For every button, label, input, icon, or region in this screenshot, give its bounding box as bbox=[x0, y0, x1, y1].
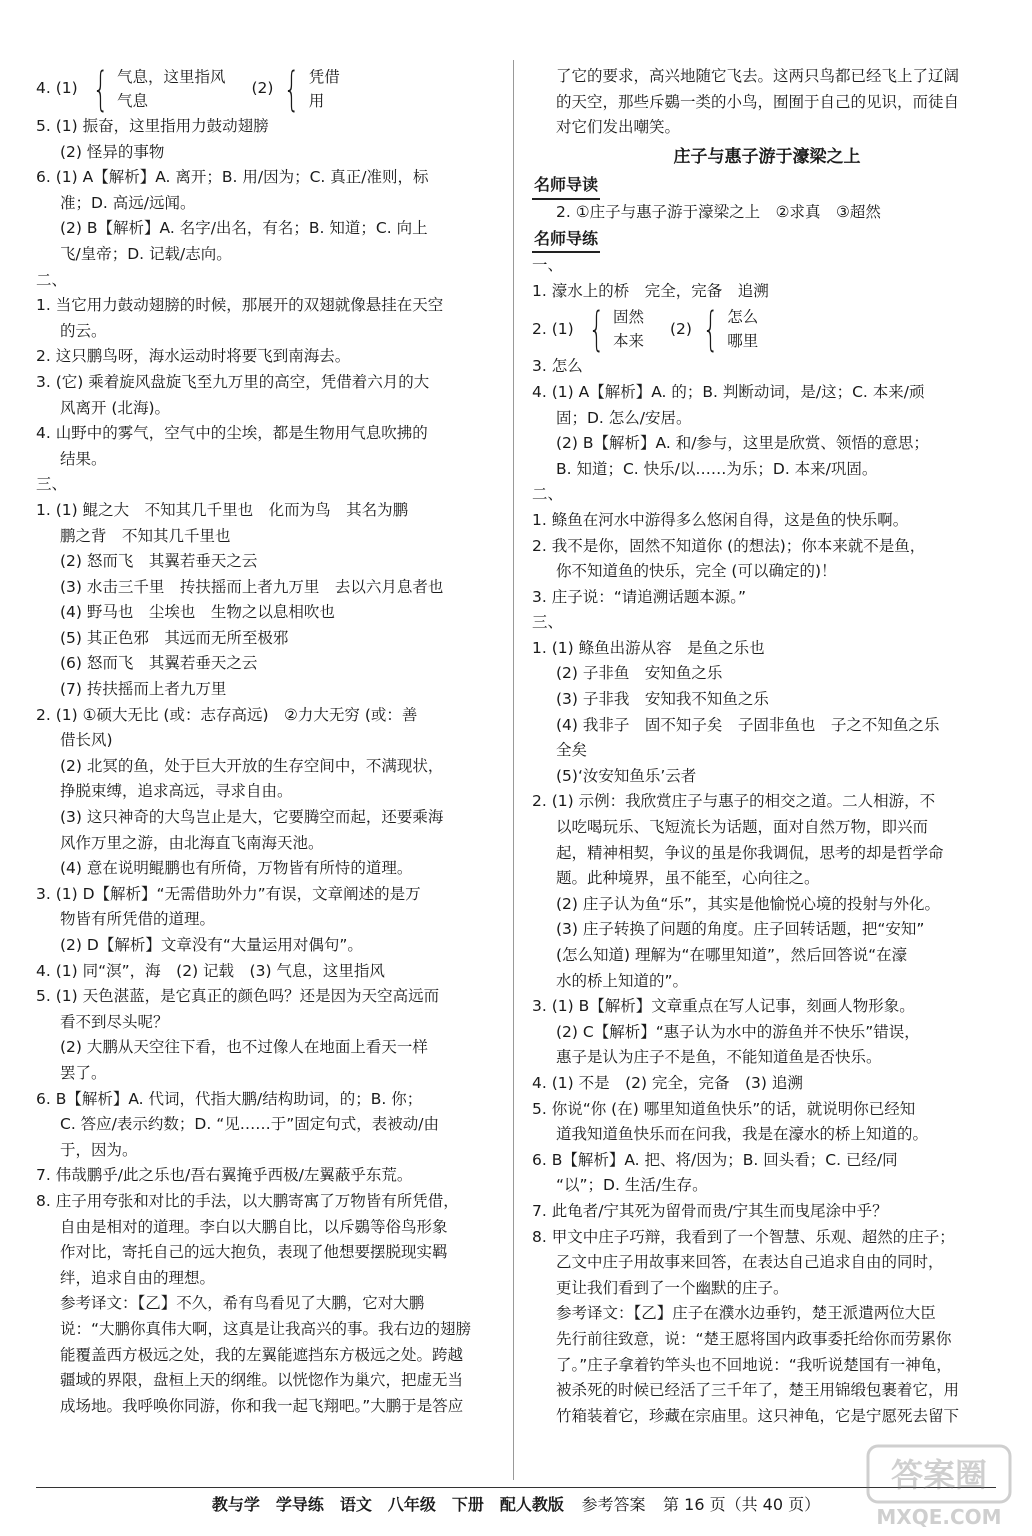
right-answer-lines bbox=[532, 354, 1002, 1429]
answer-line: 鹏之背 不知其几千里也 bbox=[60, 526, 231, 545]
q4-answer-1a: 气息，这里指风 bbox=[116, 68, 226, 86]
answer-line: 6. B【解析】A. 把、将/因为；B. 回头看；C. 已经/同 bbox=[532, 1150, 898, 1169]
answer-line: (2) 怒而飞 其翼若垂天之云 bbox=[60, 552, 258, 571]
answer-line: 4. 山野中的雾气，空气中的尘埃，都是生物用气息吹拂的 bbox=[36, 424, 428, 443]
left-column bbox=[36, 64, 506, 1419]
answer-line: 全矣 bbox=[556, 741, 588, 760]
answer-line: (5)‘汝安知鱼乐’云者 bbox=[556, 766, 697, 785]
column-divider bbox=[513, 60, 514, 1480]
answer-line: 固；D. 怎么/安居。 bbox=[556, 408, 692, 427]
answer-line: (2) 子非鱼 安知鱼之乐 bbox=[556, 664, 723, 683]
answer-line: 8. 甲文中庄子巧辩，我看到了一个智慧、乐观、超然的庄子； bbox=[532, 1227, 955, 1246]
answer-line: (3) 水击三千里 抟扶摇而上者九万里 去以六月息者也 bbox=[60, 577, 444, 596]
answer-line: (3) 庄子转换了问题的角度。庄子回转话题，把“安知” bbox=[556, 920, 925, 939]
answer-line: 3. (1) B【解析】文章重点在写人记事，刻画人物形象。 bbox=[532, 997, 915, 1016]
answer-line: (4) 野马也 尘埃也 生物之以息相吹也 bbox=[60, 603, 335, 622]
brace-icon: { bbox=[702, 302, 719, 357]
left-answer-lines bbox=[36, 114, 506, 1419]
answer-line: 绊，追求自由的理想。 bbox=[60, 1268, 216, 1287]
answer-line: 疆域的界限，盘桓上天的纲维。以恍惚作为巢穴，把虚无当 bbox=[60, 1371, 464, 1390]
q4-answer-1b: 气息 bbox=[116, 92, 148, 110]
q2-answer-2b: 哪里 bbox=[727, 332, 759, 351]
answer-line: 说：“大鹏你真伟大啊，这真是让我高兴的事。我右边的翅膀 bbox=[60, 1319, 472, 1338]
answer-line: 1. (1) 鲲之大 不知其几千里也 化而为鸟 其名为鹏 bbox=[36, 500, 409, 519]
label-reading: 名师导读 bbox=[532, 172, 600, 200]
q2-lead: 2. (1) bbox=[532, 319, 574, 338]
q2-stack-2 bbox=[727, 305, 758, 353]
answer-line: 对它们发出嘲笑。 bbox=[556, 118, 681, 137]
answer-line: 4. (1) A【解析】A. 的；B. 判断动词，是/这；C. 本来/顽 bbox=[532, 382, 925, 401]
answer-line: 6. (1) A【解析】A. 离开；B. 用/因为；C. 真正/准则，标 bbox=[36, 168, 429, 187]
answer-line: (2) B【解析】A. 和/参与，这里是欣赏、领悟的意思； bbox=[556, 434, 929, 453]
answer-line: 结果。 bbox=[60, 449, 107, 468]
q2-stack-1 bbox=[613, 305, 644, 353]
answer-line: 能覆盖西方极远之处，我的左翼能遮挡东方极远之处。跨越 bbox=[60, 1345, 464, 1364]
answer-line: 5. (1) 振奋，这里指用力鼓动翅膀 bbox=[36, 117, 269, 135]
q4-stack-1 bbox=[117, 65, 226, 113]
answer-line: B. 知道；C. 快乐/以……为乐；D. 本来/巩固。 bbox=[556, 459, 878, 478]
answer-line: 飞/皇帝；D. 记载/志向。 bbox=[60, 244, 232, 263]
answer-line: (2) B【解析】A. 名字/出名，有名；B. 知道；C. 向上 bbox=[60, 219, 428, 238]
answer-line: 乙文中庄子用故事来回答，在表达自己追求自由的同时， bbox=[556, 1253, 944, 1272]
answer-line: 你不知道鱼的快乐，完全 (可以确定的)！ bbox=[556, 562, 837, 581]
answer-line: 准；D. 高远/远闻。 bbox=[60, 193, 196, 212]
answer-line: 先行前往致意，说：“楚王愿将国内政事委托给你而劳累你 bbox=[556, 1329, 952, 1348]
answer-line: (4) 我非子 固不知子矣 子固非鱼也 子之不知鱼之乐 bbox=[556, 715, 940, 734]
answer-line: (2) C【解析】“惠子认为水中的游鱼并不快乐”错误， bbox=[556, 1022, 920, 1041]
q4-answer-2b: 用 bbox=[308, 92, 325, 110]
answer-line: 更让我们看到了一个幽默的庄子。 bbox=[556, 1278, 789, 1297]
answer-line: (3) 子非我 安知我不知鱼之乐 bbox=[556, 690, 769, 709]
answer-line: 4. (1) 不是 (2) 完全，完备 (3) 追溯 bbox=[532, 1073, 803, 1092]
answer-line: 以吃喝玩乐、飞短流长为话题，面对自然万物，即兴而 bbox=[556, 818, 929, 837]
answer-line: 被杀死的时候已经活了三千年了，楚王用锦缎包裹着它，用 bbox=[556, 1381, 960, 1400]
answer-line: 罢了。 bbox=[60, 1063, 107, 1082]
reading-answer: 2. ①庄子与惠子游于濠梁之上 ②求真 ③超然 bbox=[556, 202, 881, 221]
brace-icon: { bbox=[284, 62, 301, 116]
answer-line: 看不到尽头呢？ bbox=[60, 1012, 169, 1031]
footer-page-number: 第 16 页（共 40 页） bbox=[663, 1495, 821, 1514]
answer-line: 3. 怎么 bbox=[532, 357, 583, 376]
page-footer bbox=[36, 1487, 996, 1522]
answer-line: (3) 这只神奇的大鸟岂止是大，它要腾空而起，还要乘海 bbox=[60, 808, 444, 827]
answer-line: 的天空，那些斥鷃一类的小鸟，囿囿于自己的见识，而徒自 bbox=[556, 92, 960, 111]
answer-line: 起，精神相契，争议的虽是你我调侃，思考的却是哲学命 bbox=[556, 843, 944, 862]
answer-line: 8. 庄子用夸张和对比的手法，以大鹏寄寓了万物皆有所凭借， bbox=[36, 1191, 459, 1210]
answer-line: 5. 你说“你 (在) 哪里知道鱼快乐”的话，就说明你已经知 bbox=[532, 1099, 916, 1118]
answer-line: 惠子是认为庄子不是鱼，不能知道鱼是否快乐。 bbox=[556, 1048, 882, 1067]
answer-line: (5) 其正色邪 其远而无所至极邪 bbox=[60, 628, 289, 647]
answer-line: 3. (它) 乘着旋风盘旋飞至九万里的高空，凭借着六月的大 bbox=[36, 372, 430, 391]
answer-line: “以”；D. 生活/生存。 bbox=[556, 1176, 708, 1195]
practice-part1 bbox=[532, 253, 1002, 304]
q2-answer-2a: 怎么 bbox=[727, 308, 759, 327]
label-practice: 名师导练 bbox=[532, 226, 600, 254]
answer-line: 1. 濠水上的桥 完全，完备 追溯 bbox=[532, 281, 769, 300]
q4-lead: 4. (1) bbox=[36, 79, 78, 98]
watermark-logo-icon bbox=[864, 1440, 1014, 1532]
watermark-top-text: 答案圈 bbox=[890, 1456, 988, 1494]
brace-icon: { bbox=[92, 62, 109, 116]
answer-line: 了。”庄子拿着钓竿头也不回地说：“我听说楚国有一神龟， bbox=[556, 1355, 952, 1374]
answer-line: 2. 这只鹏鸟呀，海水运动时将要飞到南海去。 bbox=[36, 347, 351, 366]
q2-answer-1b: 本来 bbox=[612, 332, 644, 351]
answer-line: 竹箱装着它，珍藏在宗庙里。这只神龟，它是宁愿死去留下 bbox=[556, 1406, 960, 1425]
watermark-bottom-text: MXQE.COM bbox=[876, 1505, 1002, 1529]
answer-line: (2) 大鹏从天空往下看，也不过像人在地面上看天一样 bbox=[60, 1038, 428, 1057]
answer-line: 三、 bbox=[532, 613, 564, 632]
right-column bbox=[532, 64, 1002, 1429]
footer-title: 教与学 学导练 语文 八年级 下册 配人教版 bbox=[211, 1495, 564, 1514]
right-q2-braces bbox=[532, 302, 1002, 357]
answer-line: 参考译文：【乙】庄子在濮水边垂钓，楚王派遣两位大臣 bbox=[556, 1304, 936, 1323]
answer-line: 7. 此龟者/宁其死为留骨而贵/宁其生而曳尾涂中乎？ bbox=[532, 1201, 888, 1220]
answer-line: (2) 庄子认为鱼“乐”，其实是他愉悦心境的投射与外化。 bbox=[556, 894, 940, 913]
right-continued-translation bbox=[532, 64, 1002, 141]
answer-line: (2) 北冥的鱼，处于巨大开放的生存空间中，不满现状， bbox=[60, 756, 444, 775]
answer-line: 3. 庄子说：“请追溯话题本源。” bbox=[532, 587, 747, 606]
answer-line: 3. (1) D【解析】“无需借助外力”有误，文章阐述的是万 bbox=[36, 884, 421, 903]
answer-line: 1. 鲦鱼在河水中游得多么悠闲自得，这是鱼的快乐啊。 bbox=[532, 510, 909, 529]
q4-mid: (2) bbox=[251, 79, 274, 98]
answer-line: 了它的要求，高兴地随它飞去。这两只鸟都已经飞上了辽阔 bbox=[556, 67, 960, 85]
answer-line: 借长风) bbox=[60, 731, 113, 750]
q2-mid: (2) bbox=[669, 319, 692, 338]
answer-line: 4. (1) 同“溟”，海 (2) 记载 (3) 气息，这里指风 bbox=[36, 961, 385, 980]
answer-line: (怎么知道) 理解为“在哪里知道”，然后回答说“在濠 bbox=[556, 946, 908, 964]
answer-line: 7. 伟哉鹏乎/此之乐也/吾右翼掩乎西极/左翼蔽乎东荒。 bbox=[36, 1166, 413, 1185]
answer-line: 5. (1) 天色湛蓝，是它真正的颜色吗？还是因为天空高远而 bbox=[36, 987, 440, 1006]
answer-line: 成场地。我呼唤你同游，你和我一起飞翔吧。”大鹏于是答应 bbox=[60, 1396, 464, 1415]
brace-icon: { bbox=[588, 302, 605, 357]
answer-line: 三、 bbox=[36, 475, 68, 494]
answer-line: 风离开 (北海)。 bbox=[60, 398, 171, 417]
answer-line: C. 答应/表示约数；D. “见……于”固定句式，表被动/由 bbox=[60, 1115, 439, 1134]
answer-line: 一、 bbox=[532, 256, 564, 275]
left-q4-braces bbox=[36, 64, 506, 114]
answer-line: 1. (1) 鲦鱼出游从容 是鱼之乐也 bbox=[532, 638, 765, 657]
footer-subtitle: 参考答案 bbox=[581, 1495, 646, 1514]
answer-line: 于，因为。 bbox=[60, 1140, 138, 1159]
answer-line: 参考译文：【乙】不久，希有鸟看见了大鹏，它对大鹏 bbox=[60, 1294, 425, 1313]
answer-line: (2) 怪异的事物 bbox=[60, 142, 165, 161]
answer-line: 的云。 bbox=[60, 321, 107, 340]
q4-stack-2 bbox=[309, 65, 340, 113]
section-title: 庄子与惠子游于濠梁之上 bbox=[673, 146, 861, 167]
answer-line: (7) 抟扶摇而上者九万里 bbox=[60, 680, 227, 699]
answer-line: 6. B【解析】A. 代词，代指大鹏/结构助词，的；B. 你； bbox=[36, 1089, 423, 1108]
answer-line: (6) 怒而飞 其翼若垂天之云 bbox=[60, 654, 258, 673]
answer-line: (4) 意在说明鲲鹏也有所倚，万物皆有所恃的道理。 bbox=[60, 859, 413, 878]
answer-line: 挣脱束缚，追求高远，寻求自由。 bbox=[60, 782, 293, 801]
answer-line: 2. (1) 示例：我欣赏庄子与惠子的相交之道。二人相游，不 bbox=[532, 792, 936, 811]
answer-line: 1. 当它用力鼓动翅膀的时候，那展开的双翅就像悬挂在天空 bbox=[36, 296, 444, 315]
q2-answer-1a: 固然 bbox=[612, 308, 644, 327]
answer-line: 题。此种境界，虽不能至，心向往之。 bbox=[556, 869, 820, 888]
answer-line: 水的桥上知道的”。 bbox=[556, 971, 689, 990]
answer-line: 物皆有所凭借的道理。 bbox=[60, 910, 216, 929]
answer-line: 2. 我不是你，固然不知道你 (的想法)；你本来就不是鱼， bbox=[532, 536, 926, 555]
answer-line: 2. (1) ①硕大无比 (或：志存高远) ②力大无穷 (或：善 bbox=[36, 705, 418, 724]
answer-line: 二、 bbox=[36, 270, 68, 289]
q4-answer-2a: 凭借 bbox=[308, 68, 340, 86]
answer-line: 作对比，寄托自己的远大抱负，表现了他想要摆脱现实羁 bbox=[60, 1243, 448, 1262]
answer-line: 道我知道鱼快乐而在问我，我是在濠水的桥上知道的。 bbox=[556, 1125, 929, 1144]
answer-line: (2) D【解析】文章没有“大量运用对偶句”。 bbox=[60, 936, 363, 954]
answer-line: 自由是相对的道理。李白以大鹏自比，以斥鷃等俗鸟形象 bbox=[60, 1217, 448, 1236]
answer-line: 风作万里之游，由北海直飞南海天池。 bbox=[60, 833, 324, 852]
answer-line: 二、 bbox=[532, 485, 564, 504]
